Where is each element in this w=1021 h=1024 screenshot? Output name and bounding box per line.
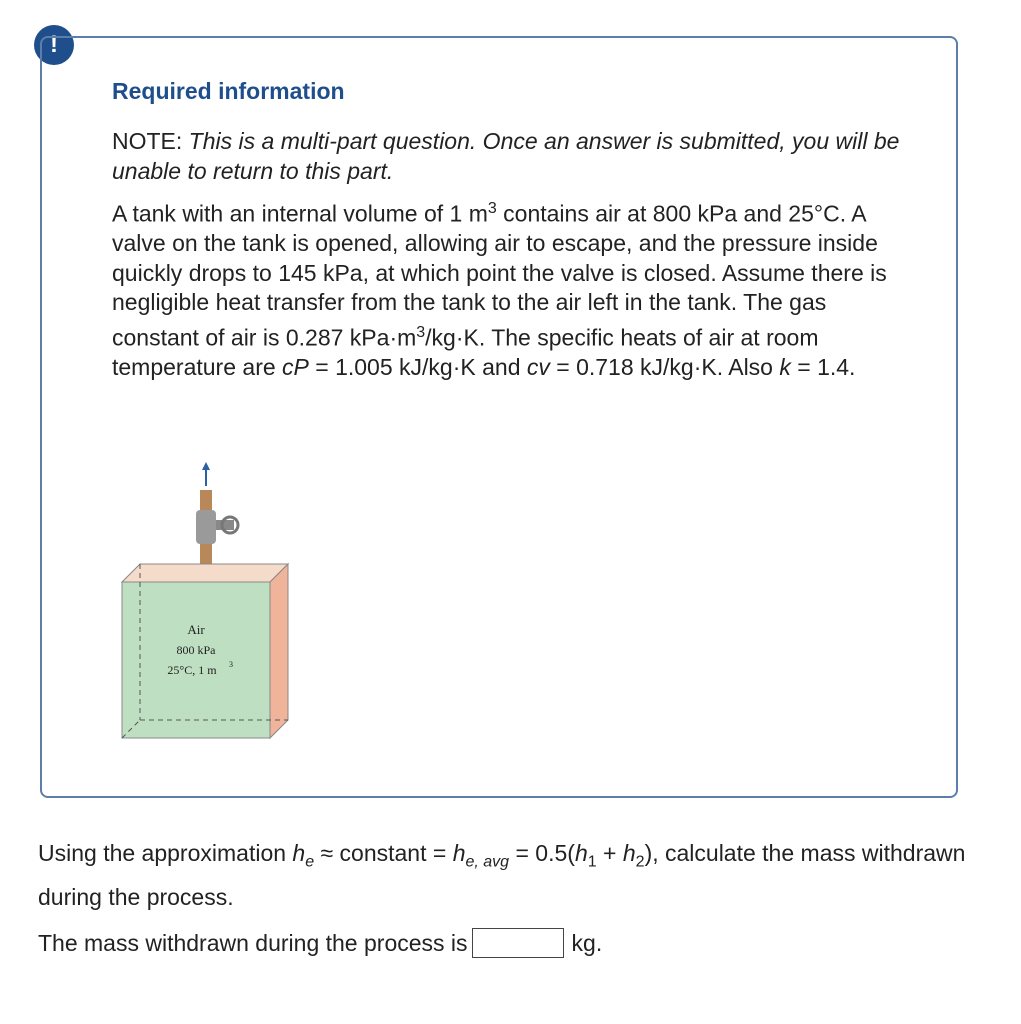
- heavg-subscript: e, avg: [465, 853, 510, 871]
- cp-symbol: cP: [282, 353, 309, 380]
- question-part: = 0.5(: [509, 840, 575, 866]
- problem-text: = 1.005 kJ/kg·K and: [308, 353, 527, 380]
- question-part: ), calculate the mass withdrawn during the process.: [38, 840, 966, 910]
- problem-text: contains air at 800 kPa and 25°C. A valve on the tank is opened, allowing air to escape, and the pressure inside quickly drops to 145 kPa, at which point the valve is closed. Assume there is negligible heat transfer from the tank to the air left in the tank. The gas constant of air is 0.287 kPa·m: [112, 200, 887, 351]
- mass-answer-input[interactable]: [472, 928, 564, 958]
- answer-row: [38, 928, 602, 958]
- note-text: [112, 126, 902, 186]
- problem-text: A tank with an internal volume of 1 m: [112, 200, 488, 227]
- tank-label-air: Air: [187, 622, 205, 637]
- arrow-head-icon: [202, 462, 210, 470]
- answer-unit: kg.: [571, 929, 603, 956]
- problem-statement: [112, 194, 912, 382]
- h2-subscript: 2: [635, 853, 645, 871]
- cv-symbol: cv: [526, 353, 550, 380]
- tank-label-pressure: 800 kPa: [176, 643, 216, 657]
- tank-top: [122, 564, 288, 582]
- answer-prefix: The mass withdrawn during the process is: [38, 929, 468, 956]
- tank-front: [122, 582, 270, 738]
- problem-text: = 1.4.: [790, 353, 856, 380]
- he-symbol: h: [292, 840, 306, 866]
- superscript: 3: [487, 200, 497, 217]
- question-part: Using the approximation: [38, 840, 293, 866]
- k-symbol: k: [779, 353, 791, 380]
- heavg-symbol: h: [452, 840, 466, 866]
- h1-symbol: h: [574, 840, 588, 866]
- h2-symbol: h: [622, 840, 636, 866]
- superscript: 3: [416, 323, 426, 341]
- pipe-top: [200, 490, 212, 510]
- h1-subscript: 1: [587, 853, 597, 871]
- tank-label-sup: 3: [229, 660, 233, 669]
- tank-figure: [116, 456, 306, 746]
- problem-text: /kg·K. The specific heats of air at room temperature are: [112, 324, 819, 380]
- valve-stem: [216, 520, 234, 530]
- valve-icon: [196, 510, 216, 544]
- alert-icon: !: [34, 25, 74, 65]
- note-body: This is a multi-part question. Once an answer is submitted, you will be unable to return to this part.: [112, 128, 900, 184]
- question-part: +: [596, 840, 623, 866]
- question-part: ≈ constant =: [314, 840, 453, 866]
- note-label: NOTE:: [112, 128, 189, 154]
- problem-text: = 0.718 kJ/kg·K. Also: [549, 353, 780, 380]
- he-subscript: e: [305, 853, 315, 871]
- tank-side: [270, 564, 288, 738]
- question-text: [38, 836, 1013, 915]
- required-info-title: Required information: [112, 78, 345, 104]
- tank-label-temp-volume: 25°C, 1 m: [167, 663, 217, 677]
